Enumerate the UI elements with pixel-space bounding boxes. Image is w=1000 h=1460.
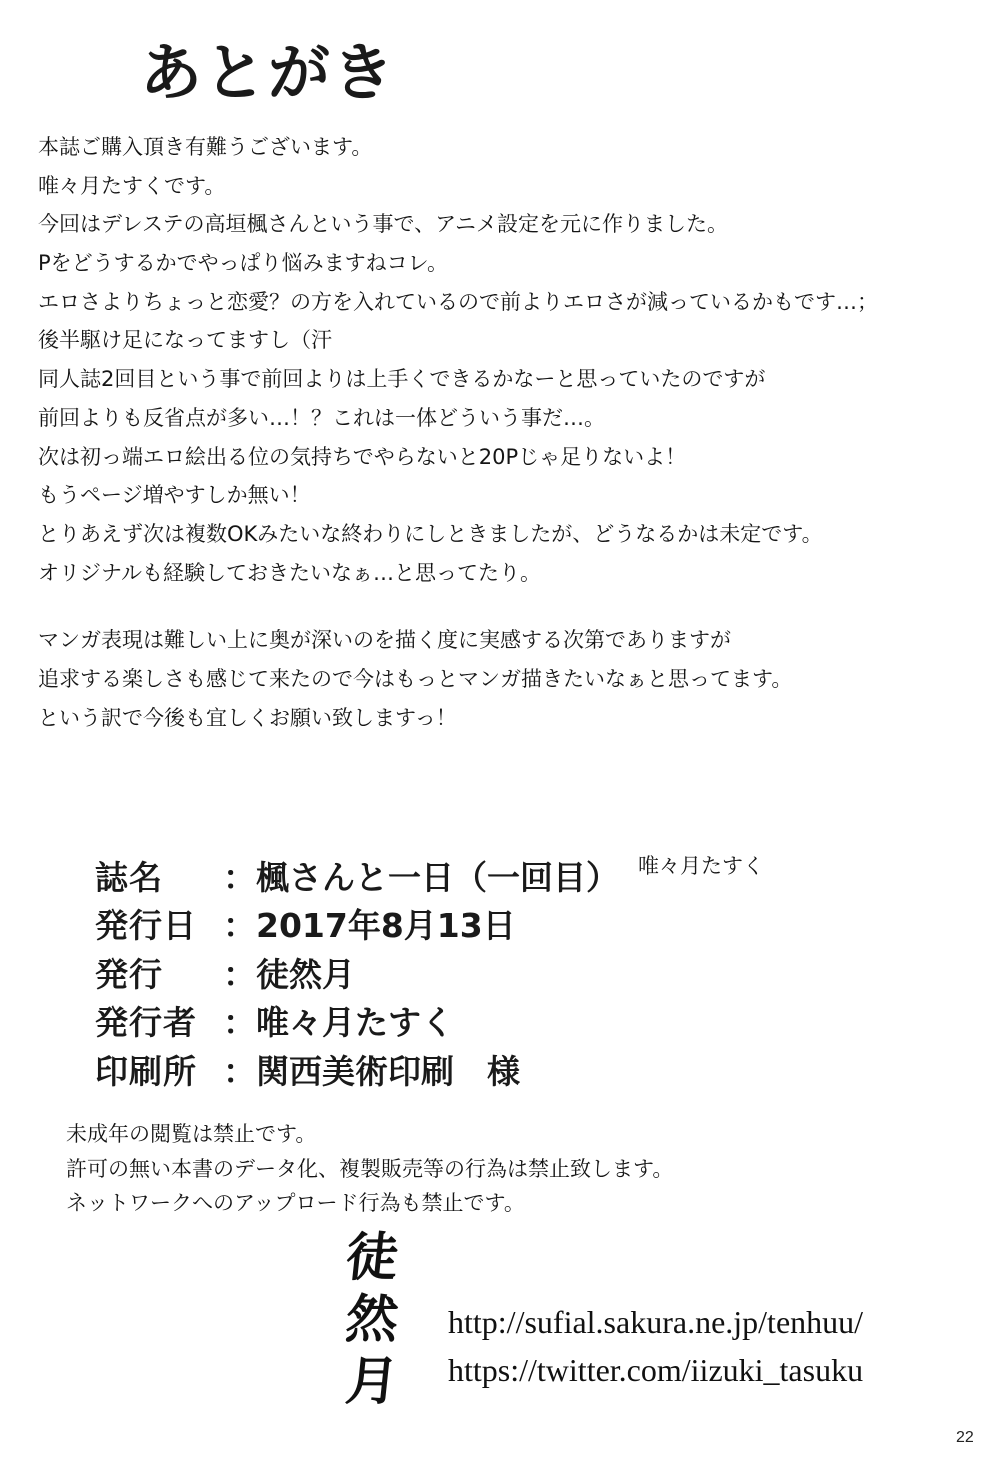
afterword-body <box>38 133 978 742</box>
author-note: 唯々月たすく <box>638 854 764 878</box>
afterword-title: あとがき <box>140 36 397 109</box>
afterword-line: 本誌ご購入頂き有難うございます。 <box>38 135 373 159</box>
colophon-key: 発行者 <box>95 1003 197 1043</box>
colophon-key: 発行日 <box>95 906 197 946</box>
colophon-key: 発行 <box>95 954 163 994</box>
circle-logo <box>333 1227 411 1412</box>
colophon-value: ：唯々月たすく <box>223 1003 454 1043</box>
afterword-line: 追求する楽しさも感じて来たので今はもっとマンガ描きたいなぁと思ってます。 <box>38 666 793 691</box>
afterword-line: エロさよりちょっと恋愛？の方を入れているので前よりエロさが減っているかもです…； <box>38 289 878 314</box>
afterword-line: 同人誌2回目という事で前回よりは上手くできるかなーと思っていたのですが <box>38 367 766 392</box>
colophon-value: ：楓さんと一日（一回目） <box>223 857 619 897</box>
links <box>448 1306 863 1402</box>
website-link[interactable]: http://sufial.sakura.ne.jp/tenhuu/ <box>448 1304 864 1340</box>
paragraph-gap <box>38 597 978 626</box>
notice-line: 許可の無い本書のデータ化、複製販売等の行為は禁止致します。 <box>66 1156 674 1181</box>
notice-line: 未成年の閲覧は禁止です。 <box>66 1122 317 1146</box>
afterword-line: とりあえず次は複数OKみたいな終わりにしときましたが、どうなるかは未定です。 <box>38 521 823 546</box>
colophon-value: ：2017年8月13日 <box>223 906 516 946</box>
colophon-row-title <box>95 853 655 902</box>
logo-char: 月 <box>342 1351 402 1412</box>
colophon-value: ：徒然月 <box>223 954 355 994</box>
notices <box>66 1120 673 1224</box>
afterword-line: もうページ増やすしか無い！ <box>38 483 311 508</box>
colophon-key: 誌名 <box>95 857 163 897</box>
logo-char: 徒 <box>342 1227 402 1288</box>
notice-line: ネットワークへのアップロード行為も禁止です。 <box>66 1191 525 1215</box>
afterword-line: マンガ表現は難しい上に奥が深いのを描く度に実感する次第でありますが <box>38 628 731 653</box>
logo-char: 然 <box>342 1289 402 1350</box>
afterword-line: 唯々月たすくです。 <box>38 173 226 198</box>
colophon-value: ：関西美術印刷 様 <box>223 1051 520 1091</box>
afterword-line: 今回はデレステの高垣楓さんという事で、アニメ設定を元に作りました。 <box>38 212 729 237</box>
page-number: 22 <box>956 1429 974 1446</box>
colophon-row-issuer <box>95 999 655 1048</box>
afterword-line: 前回よりも反省点が多い…！？これは一体どういう事だ…。 <box>38 405 605 430</box>
colophon-row-publisher <box>95 950 655 999</box>
afterword-line: という訳で今後も宜しくお願い致しますっ！ <box>38 705 457 730</box>
afterword-line: オリジナルも経験しておきたいなぁ…と思ってたり。 <box>38 560 541 585</box>
colophon <box>95 853 655 1096</box>
afterword-line: Pをどうするかでやっぱり悩みますねコレ。 <box>38 251 448 276</box>
colophon-row-date <box>95 902 655 951</box>
afterword-line: 次は初っ端エロ絵出る位の気持ちでやらないと20Pじゃ足りないよ！ <box>38 444 687 469</box>
afterword-line: 後半駆け足になってますし（汗 <box>38 328 332 353</box>
twitter-link[interactable]: https://twitter.com/iizuki_tasuku <box>448 1352 864 1388</box>
colophon-row-printer <box>95 1047 655 1096</box>
colophon-key: 印刷所 <box>95 1051 197 1091</box>
